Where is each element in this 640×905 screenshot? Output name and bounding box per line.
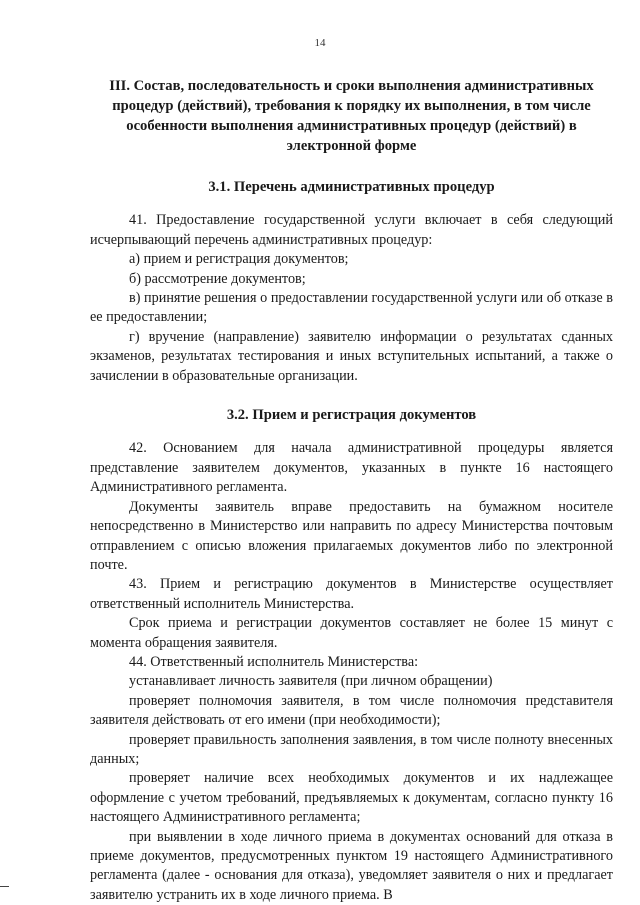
page-number: 14 xyxy=(314,37,326,49)
list-item-b: б) рассмотрение документов; xyxy=(129,270,306,287)
duty-documents: проверяет наличие всех необходимых документов и их надлежащее оформление с учетом требований, предъявляемых к документам, согласно пункту 16 настоящего Административного регламента; xyxy=(90,770,613,826)
duty-authority: проверяет полномочия заявителя, в том числе полномочия представителя заявителя действовать от его имени (при необходимости); xyxy=(90,692,613,729)
section-title: III. Состав, последовательность и сроки выполнения административных процедур (действий), требования к порядку их выполнения, в том числе особенности выполнения административных процедур (действий) в электронной форме xyxy=(109,78,594,154)
paragraph-43: 43. Прием и регистрацию документов в Министерстве осуществляет ответственный исполнитель Министерства. xyxy=(90,576,613,612)
duty-identity: устанавливает личность заявителя (при личном обращении) xyxy=(129,673,493,690)
list-item-g: г) вручение (направление) заявителю информации о результатах сданных экзаменов, результатах тестирования и иных вступительных испытаний, а также о зачислении в образовательные организации. xyxy=(90,328,613,384)
duty-application: проверяет правильность заполнения заявления, в том числе полноту внесенных данных; xyxy=(90,731,613,767)
list-item-v: в) принятие решения о предоставлении государственной услуги или об отказе в ее предоставлении; xyxy=(90,290,613,326)
paragraph-term: Срок приема и регистрации документов составляет не более 15 минут с момента обращения заявителя. xyxy=(90,615,613,651)
list-item-a: а) прием и регистрация документов; xyxy=(129,251,349,268)
paragraph-41: 41. Предоставление государственной услуги включает в себя следующий исчерпывающий перечень административных процедур: xyxy=(90,212,613,248)
page-content xyxy=(90,76,613,905)
subsection-3-2-body xyxy=(90,439,613,905)
scan-edge-mark xyxy=(0,886,9,887)
paragraph-42: 42. Основанием для начала административной процедуры является представление заявителем документов, указанных в пункте 16 настоящего Административного регламента. xyxy=(90,440,613,496)
subsection-title-3-2: 3.2. Прием и регистрация документов xyxy=(226,407,477,424)
paragraph-documents: Документы заявитель вправе предоставить на бумажном носителе непосредственно в Министерство или направить по адресу Министерства почтовым отправлением с описью вложения прилагаемых документов либо по электронной почте. xyxy=(90,498,613,573)
paragraph-44: 44. Ответственный исполнитель Министерства: xyxy=(129,653,419,670)
duty-refusal-grounds: при выявлении в ходе личного приема в документах оснований для отказа в приеме документов, предусмотренных пунктом 19 настоящего Административного регламента (далее - основания для отказа), уведомляет заявителя о них и предлагает заявителю устранить их в ходе личного приема. В xyxy=(90,828,613,903)
subsection-3-1-body xyxy=(90,211,613,386)
subsection-title-3-1: 3.1. Перечень административных процедур xyxy=(208,179,495,195)
